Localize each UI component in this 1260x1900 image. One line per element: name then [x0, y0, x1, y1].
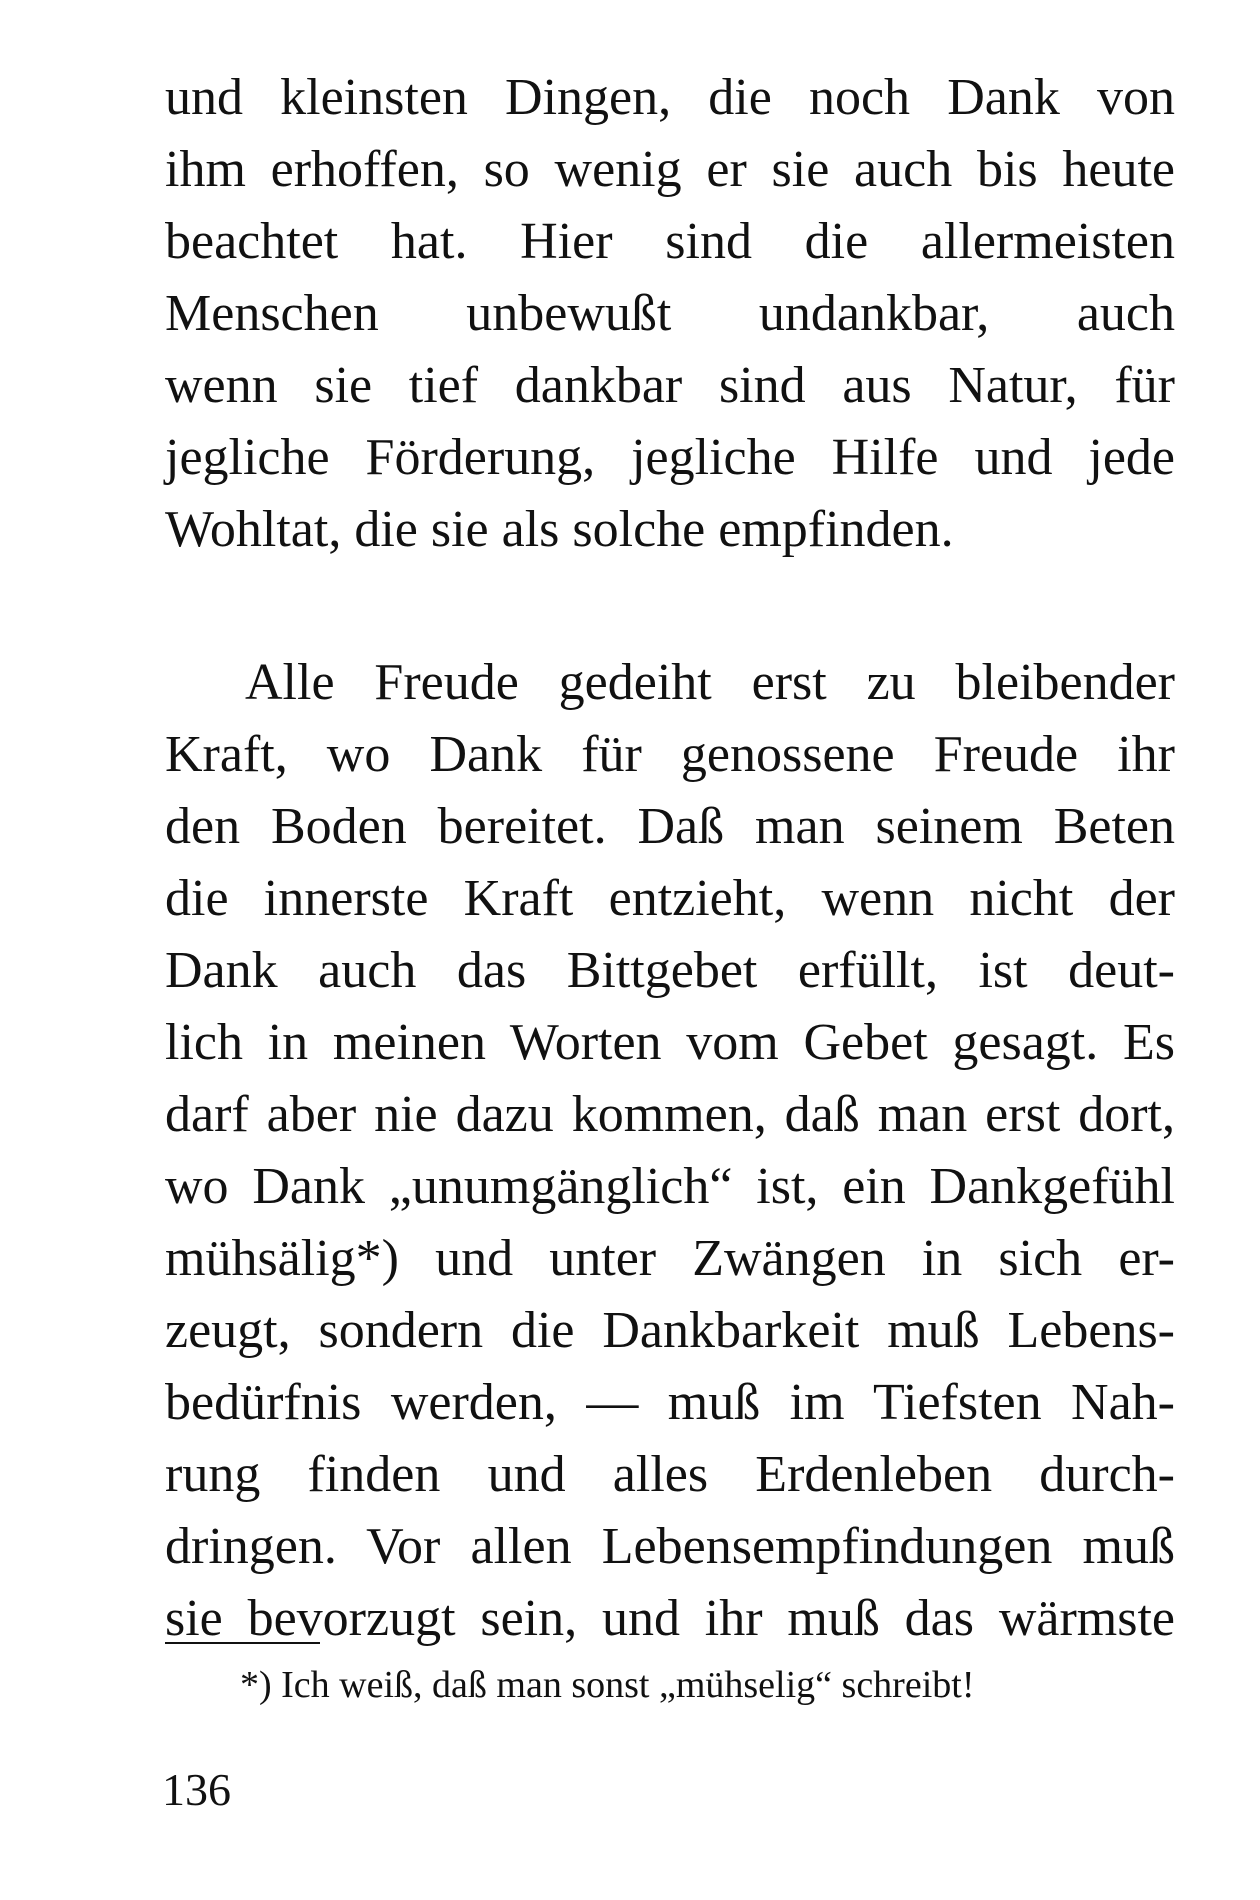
paragraph-line: lich in meinen Worten vom Gebet gesagt. Es: [165, 1014, 1175, 1071]
page-number: 136: [162, 1764, 231, 1815]
paragraph-1: [165, 62, 1175, 566]
paragraph-line-text: Alle Freude gedeiht erst zu bleibender: [245, 654, 1175, 711]
paragraph-line: sie bevorzugt sein, und ihr muß das wärmste: [165, 1590, 1175, 1647]
paragraph-2: [165, 647, 1175, 1655]
footnote-divider: [165, 1642, 320, 1644]
paragraph-line: den Boden bereitet. Daß man seinem Beten: [165, 798, 1175, 855]
paragraph-line: die innerste Kraft entzieht, wenn nicht der: [165, 870, 1175, 927]
paragraph-line: ihm erhoffen, so wenig er sie auch bis heute: [165, 141, 1175, 198]
paragraph-line: rung finden und alles Erdenleben durch-: [165, 1446, 1175, 1503]
paragraph-line: Menschen unbewußt undankbar, auch: [165, 285, 1175, 342]
paragraph-line: dringen. Vor allen Lebensempfindungen muß: [165, 1518, 1175, 1575]
paragraph-line: wo Dank „unumgänglich“ ist, ein Dankgefühl: [165, 1158, 1175, 1215]
footnote: *) Ich weiß, daß man sonst „mühselig“ schreibt!: [240, 1664, 975, 1706]
paragraph-line: Dank auch das Bittgebet erfüllt, ist deut-: [165, 942, 1175, 999]
paragraph-line: bedürfnis werden, — muß im Tiefsten Nah-: [165, 1374, 1175, 1431]
paragraph-line: und kleinsten Dingen, die noch Dank von: [165, 69, 1175, 126]
paragraph-line-indented: [165, 647, 1175, 719]
paragraph-line: Kraft, wo Dank für genossene Freude ihr: [165, 726, 1175, 783]
paragraph-line: jegliche Förderung, jegliche Hilfe und jede: [165, 429, 1175, 486]
paragraph-line: beachtet hat. Hier sind die allermeisten: [165, 213, 1175, 270]
paragraph-line: darf aber nie dazu kommen, daß man erst dort,: [165, 1086, 1175, 1143]
paragraph-line: mühsälig*) und unter Zwängen in sich er-: [165, 1230, 1175, 1287]
paragraph-line: wenn sie tief dankbar sind aus Natur, für: [165, 357, 1175, 414]
paragraph-line: zeugt, sondern die Dankbarkeit muß Lebens-: [165, 1302, 1175, 1359]
paragraph-line: Wohltat, die sie als solche empfinden.: [165, 501, 954, 558]
